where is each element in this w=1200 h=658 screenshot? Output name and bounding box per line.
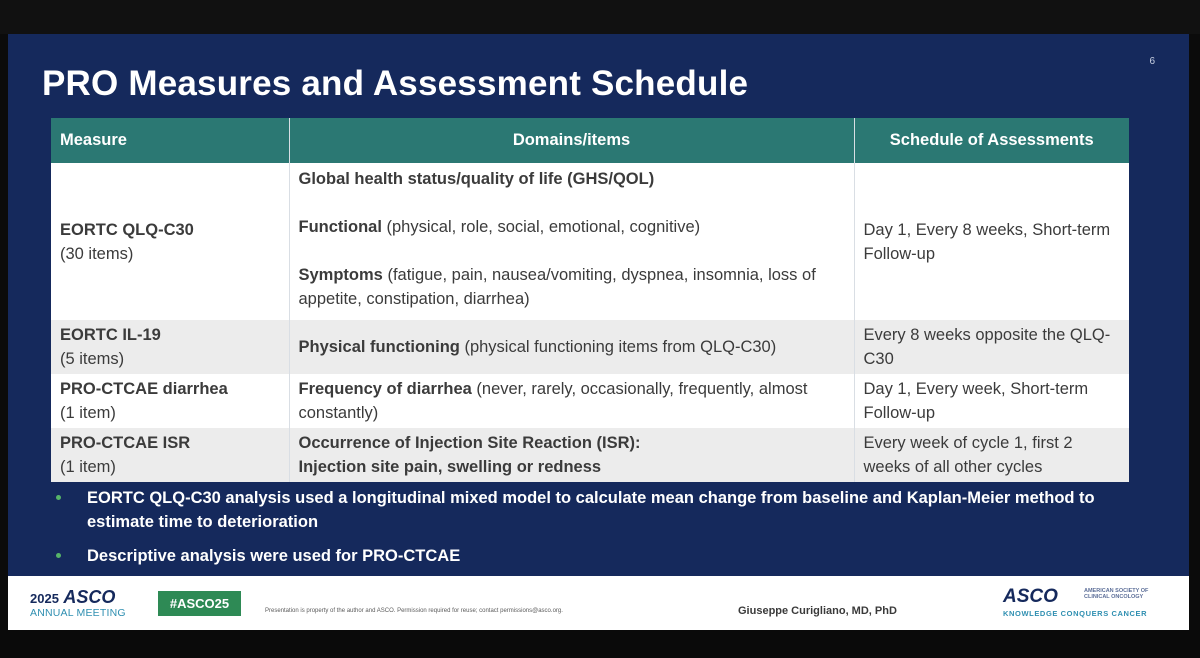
domain-symptoms-label: Symptoms: [298, 266, 383, 284]
header-schedule: Schedule of Assessments: [854, 118, 1129, 163]
measure-cell: [51, 320, 289, 374]
domains-cell: [289, 428, 854, 482]
domain-functional-text: (physical, role, social, emotional, cognitive): [381, 218, 701, 236]
slide: [8, 34, 1189, 576]
domain-label: Occurrence of Injection Site Reaction (ISR):: [298, 434, 641, 452]
domain-ghs: Global health status/quality of life (GHS/QOL): [298, 170, 655, 188]
table-row: [51, 320, 1129, 374]
bullet-text: Descriptive analysis were used for PRO-CTCAE: [87, 547, 461, 565]
measure-items: (30 items): [60, 244, 134, 263]
header-measure: Measure: [51, 118, 289, 163]
slide-number: 6: [1149, 56, 1155, 67]
measure-name: PRO-CTCAE ISR: [60, 434, 191, 452]
domains-cell: [289, 320, 854, 374]
measure-name: EORTC QLQ-C30: [60, 220, 194, 239]
bullet-dot-icon: [56, 553, 61, 558]
schedule-cell: Every week of cycle 1, first 2 weeks of all other cycles: [854, 428, 1129, 482]
measure-cell: [51, 428, 289, 482]
measure-name: EORTC IL-19: [60, 326, 161, 344]
schedule-cell: Day 1, Every week, Short-term Follow-up: [854, 374, 1129, 428]
video-bottom-bar: [0, 630, 1200, 658]
slide-title: PRO Measures and Assessment Schedule: [42, 64, 749, 103]
domain-symptoms: [299, 263, 845, 311]
pro-measures-table: [51, 118, 1129, 482]
schedule-cell: Every 8 weeks opposite the QLQ-C30: [854, 320, 1129, 374]
slide-footer: [8, 576, 1189, 630]
domain-label: Physical functioning: [298, 338, 460, 356]
domains-cell: [289, 374, 854, 428]
meeting-year: 2025: [30, 591, 59, 606]
disclaimer-text: Presentation is property of the author and ASCO. Permission required for reuse; contact permissions@asco.org.: [265, 608, 563, 614]
schedule-cell: Day 1, Every 8 weeks, Short-term Follow-up: [854, 163, 1129, 320]
measure-name: PRO-CTCAE diarrhea: [60, 380, 228, 398]
table-row: [51, 374, 1129, 428]
bullet-item: [56, 544, 1116, 568]
asco-logo: [1003, 586, 1147, 618]
meeting-name: ASCO: [63, 587, 116, 607]
measure-items: (5 items): [60, 350, 125, 368]
measure-items: (1 item): [60, 458, 116, 476]
asco-logo-society: AMERICAN SOCIETY OF CLINICAL ONCOLOGY: [1084, 588, 1149, 600]
bullet-list: [56, 486, 1116, 578]
header-domains: Domains/items: [289, 118, 854, 163]
domain-label: Frequency of diarrhea: [298, 380, 472, 398]
domain-text: (physical functioning items from QLQ-C30): [459, 338, 777, 356]
table-row: [51, 428, 1129, 482]
domains-cell: [289, 163, 854, 320]
bullet-dot-icon: [56, 495, 61, 500]
meeting-subtitle: ANNUAL MEETING: [30, 607, 126, 619]
hashtag-badge: #ASCO25: [158, 591, 241, 616]
bullet-text: EORTC QLQ-C30 analysis used a longitudinal mixed model to calculate mean change from baseline and Kaplan-Meier method to estimate time to deterioration: [87, 489, 1095, 531]
table-header-row: [51, 118, 1129, 163]
asco-annual-meeting-logo: [30, 588, 126, 619]
domain-functional: [299, 215, 845, 239]
asco-logo-name: ASCO: [1003, 586, 1058, 607]
table-row: [51, 163, 1129, 320]
measure-items: (1 item): [60, 404, 116, 422]
domain-symptoms-text: (fatigue, pain, nausea/vomiting, dyspnea, insomnia, loss of appetite, constipation, diarrhea): [298, 266, 816, 308]
measure-cell: [51, 163, 289, 320]
measure-cell: [51, 374, 289, 428]
domain-label-2: Injection site pain, swelling or redness: [298, 458, 602, 476]
asco-logo-tagline: KNOWLEDGE CONQUERS CANCER: [1003, 609, 1148, 618]
domain-text: (never, rarely, occasionally, frequently, almost constantly): [298, 380, 808, 422]
video-top-bar: [0, 0, 1200, 34]
bullet-item: [56, 486, 1116, 534]
domain-functional-label: Functional: [298, 218, 382, 236]
presenter-name: Giuseppe Curigliano, MD, PhD: [738, 605, 897, 617]
